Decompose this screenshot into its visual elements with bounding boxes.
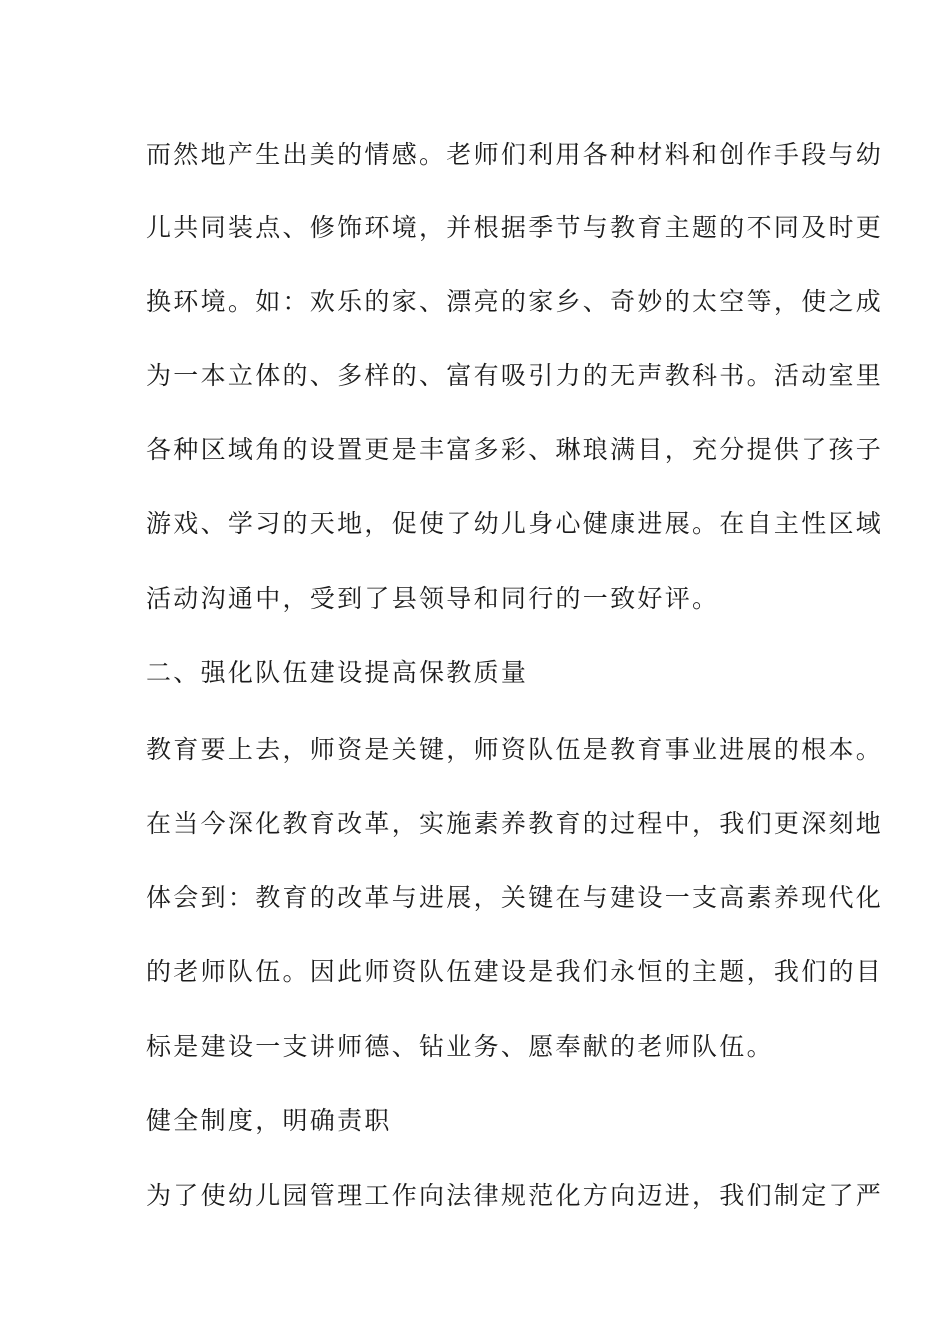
text-line: 教育要上去，师资是关键，师资队伍是教育事业进展的根本。 (146, 735, 884, 764)
text-line: 体会到：教育的改革与进展，关键在与建设一支高素养现代化 (146, 883, 884, 912)
text-line: 游戏、学习的天地，促使了幼儿身心健康进展。在自主性区域 (146, 509, 884, 538)
text-line: 活动沟通中，受到了县领导和同行的一致好评。 (146, 584, 720, 613)
text-line: 的老师队伍。因此师资队伍建设是我们永恒的主题，我们的目 (146, 957, 884, 986)
text-line: 为了使幼儿园管理工作向法律规范化方向迈进，我们制定了严 (146, 1181, 884, 1210)
text-line: 各种区域角的设置更是丰富多彩、琳琅满目，充分提供了孩子 (146, 435, 884, 464)
text-line: 标是建设一支讲师德、钻业务、愿奉献的老师队伍。 (146, 1032, 774, 1061)
section-heading: 二、强化队伍建设提高保教质量 (146, 658, 529, 687)
text-line: 在当今深化教育改革，实施素养教育的过程中，我们更深刻地 (146, 809, 884, 838)
subsection-heading: 健全制度，明确责职 (146, 1106, 392, 1135)
text-line: 儿共同装点、修饰环境，并根据季节与教育主题的不同及时更 (146, 213, 884, 242)
text-line: 为一本立体的、多样的、富有吸引力的无声教科书。活动室里 (146, 361, 884, 390)
text-line: 换环境。如：欢乐的家、漂亮的家乡、奇妙的太空等，使之成 (146, 287, 884, 316)
text-line: 而然地产生出美的情感。老师们利用各种材料和创作手段与幼 (146, 140, 884, 169)
